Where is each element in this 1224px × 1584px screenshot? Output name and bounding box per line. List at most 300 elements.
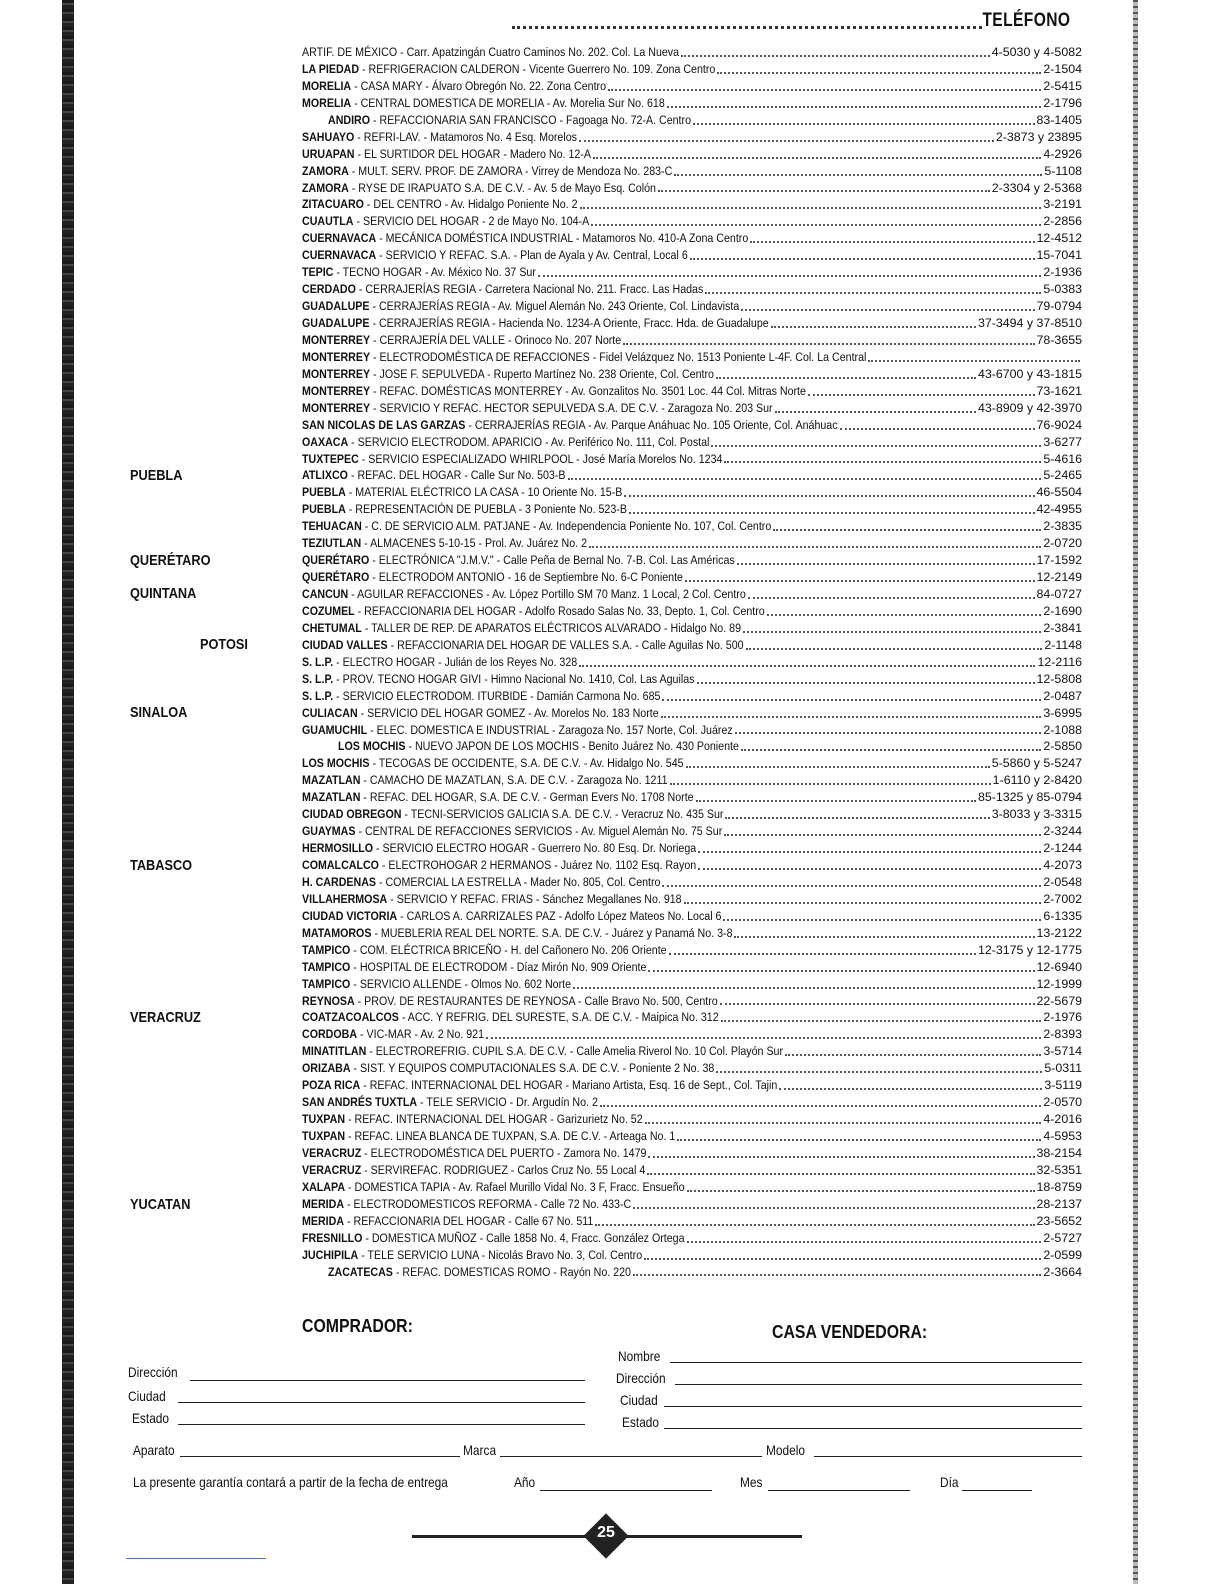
city-name: S. L.P. [302,688,334,703]
dot-leader [705,281,1041,294]
listing-row [302,501,1082,518]
listing-row [302,1162,1082,1179]
phone-number: 2-8393 [1043,1027,1082,1042]
dealer-detail: - C. DE SERVICIO ALM. PATJANE - Av. Independencia Poniente No. 107, Col. Centro [361,519,772,534]
dealer-detail: - TECOGAS DE OCCIDENTE, S.A. DE C.V. - Av. Hidalgo No. 545 [369,756,684,771]
listing-row [302,823,1082,840]
listing-row [302,247,1082,264]
dealer-detail: - TECNO HOGAR - Av. México No. 37 Sur [333,265,536,280]
dot-leader [629,501,1035,514]
dealer-detail: - COM. ELÉCTRICA BRICEÑO - H. del Cañonero No. 206 Oriente [350,942,667,957]
dot-leader [779,1077,1042,1090]
dot-leader [808,383,1035,396]
dia-label: Día [940,1474,959,1490]
dealer-detail: - EL SURTIDOR DEL HOGAR - Madero No. 12-A [354,146,591,161]
listing-text [302,857,696,874]
scan-edge-left [62,0,74,1584]
listing-text [302,146,591,163]
phone-number: 2-0599 [1043,1247,1082,1262]
dealer-detail: - ELECTRÓNICA "J.M.V." - Calle Peña de Bernal No. 7-B. Col. Las Américas [369,553,735,568]
dealer-detail: - ELECTRODOM ANTONIO - 16 de Septiembre No. 6-C Poniente [369,570,683,585]
listing-row [302,383,1082,400]
listing-row [302,857,1082,874]
city-name: REYNOSA [302,993,355,1008]
listing-row [302,163,1082,180]
city-name: CERDADO [302,282,356,297]
dealer-detail: - SERVICIO Y REFAC. HECTOR SEPULVEDA S.A. DE C.V. - Zaragoza No. 203 Sur [370,400,773,415]
comprador-estado-field[interactable] [178,1424,585,1425]
phone-number: 2-1504 [1043,61,1082,76]
city-name: FRESNILLO [302,1230,363,1245]
listing-text [302,874,660,891]
listing-text [302,518,771,535]
listing-row [302,146,1082,163]
dot-leader [579,654,1035,667]
dealer-detail: - ELECTRODOMÉSTICA DE REFACCIONES - Fidel Velázquez No. 1513 Poniente L-4F. Col. La Central [370,349,867,364]
city-name: MONTERREY [302,400,371,415]
city-name: CANCUN [302,587,349,601]
listing-row [302,1230,1082,1247]
listing-row [302,180,1082,197]
dot-leader [662,688,1041,701]
phone-number: 4-2926 [1043,146,1082,161]
dot-leader [696,789,976,802]
city-name: MONTERREY [302,383,371,398]
scan-artifact-line [126,1558,266,1559]
listing-text [302,789,694,806]
dealer-detail: - TELE SERVICIO LUNA - Nicolás Bravo No. 3, Col. Centro [358,1247,643,1262]
listing-row [302,755,1082,772]
comprador-direccion-label: Dirección [128,1364,178,1380]
listing-text [302,264,536,281]
phone-number: 6-1335 [1043,908,1082,923]
listing-row [302,688,1082,705]
comprador-ciudad-field[interactable] [178,1402,585,1403]
dealer-detail: - CAMACHO DE MAZATLAN, S.A. DE C.V. - Zaragoza No. 1211 [360,773,668,788]
listing-text [302,281,703,298]
listing-text [302,434,709,451]
dealer-listing [302,44,1082,1280]
mes-field[interactable] [768,1490,910,1491]
city-name: PUEBLA [302,485,346,500]
listing-row [302,586,1082,603]
dot-leader [716,366,976,379]
phone-number: 12-2116 [1037,654,1082,669]
listing-text [302,349,866,366]
vendedora-estado-field[interactable] [664,1428,1082,1429]
dealer-detail: - MULT. SERV. PROF. DE ZAMORA - Virrey de Mendoza No. 283-C [348,163,673,178]
comprador-ciudad-label: Ciudad [128,1388,166,1404]
listing-row [302,213,1082,230]
phone-number: 3-5119 [1044,1078,1082,1093]
dot-leader [717,61,1041,74]
listing-row [302,417,1082,434]
vendedora-direccion-label: Dirección [616,1370,666,1386]
listing-row [302,112,1082,129]
dot-leader [685,569,1035,582]
dealer-detail: - REFRIGERACION CALDERON - Vicente Guerrero No. 109. Zona Centro [359,61,716,76]
phone-number: 12-2149 [1036,570,1082,585]
phone-number: 3-2191 [1043,197,1082,212]
state-label: VERACRUZ [130,1009,201,1027]
listing-text [302,1128,675,1145]
dealer-detail: - DOMESTICA MUÑOZ - Calle 1858 No. 4, Fracc. González Ortega [362,1230,685,1245]
dot-leader [734,925,1034,938]
dot-leader [840,417,1035,430]
city-name: TUXPAN [302,1112,346,1127]
city-name: LA PIEDAD [302,61,360,76]
city-name: MONTERREY [302,366,371,381]
dealer-detail: - SERVICIO ESPECIALIZADO WHIRLPOOL - José María Morelos No. 1234 [358,451,723,466]
listing-text [302,688,660,705]
phone-number: 83-1405 [1036,112,1082,127]
city-name: JUCHIPILA [302,1247,359,1262]
phone-number: 3-6995 [1043,705,1082,720]
city-name: CUAUTLA [302,214,354,229]
state-label: SINALOA [130,704,188,722]
dealer-detail: - REFAC. LINEA BLANCA DE TUXPAN, S.A. DE C.V. - Arteaga No. 1 [345,1129,676,1143]
city-name: XALAPA [302,1179,346,1194]
dot-leader [735,722,1042,735]
city-name: SAN ANDRÉS TUXTLA [302,1095,418,1110]
phone-number: 22-5679 [1036,993,1082,1008]
dot-leader [608,78,1041,91]
listing-row [302,196,1082,213]
ano-field[interactable] [540,1490,712,1491]
dot-leader [633,1264,1041,1277]
modelo-field[interactable] [814,1456,1082,1457]
listing-text [302,230,748,247]
city-name: HERMOSILLO [302,841,374,856]
city-name: MONTERREY [302,332,371,347]
phone-number: 2-1796 [1043,95,1082,110]
dot-leader [580,196,1042,209]
dot-leader [647,1162,1034,1175]
listing-row [302,1128,1082,1145]
listing-text [302,1230,685,1247]
city-name: VILLAHERMOSA [302,891,388,906]
phone-number: 2-3835 [1043,519,1082,534]
comprador-estado-label: Estado [132,1410,170,1426]
dot-leader [697,671,1035,684]
city-name: MORELIA [302,78,352,93]
phone-number: 15-7041 [1036,248,1082,263]
listing-text [302,1247,642,1264]
comprador-title: COMPRADOR: [302,1316,413,1336]
phone-number: 23-5652 [1036,1213,1082,1228]
city-name: TAMPICO [302,959,351,974]
dealer-detail: - NUEVO JAPON DE LOS MOCHIS - Benito Juárez No. 430 Poniente [405,739,739,754]
listing-text [302,722,733,739]
dot-leader [720,993,1035,1006]
city-name: PUEBLA [302,502,346,517]
phone-number: 12-3175 y 12-1775 [977,942,1082,957]
dealer-detail: - VIC-MAR - Av. 2 No. 921 [357,1027,484,1042]
listing-text [302,535,587,552]
dealer-detail: - ELECTROREFRIG. CUPIL S.A. DE C.V. - Calle Amelia Riverol No. 10 Col. Playón Sur [366,1044,784,1059]
listing-text [328,112,691,129]
comprador-direccion-field[interactable] [190,1380,585,1381]
dot-leader [698,840,1041,853]
dot-leader [648,1145,1034,1158]
listing-row [302,552,1082,569]
city-name: COZUMEL [302,603,355,618]
phone-number: 17-1592 [1036,553,1082,568]
listing-text [302,129,577,146]
phone-number: 5-5860 y 5-5247 [991,756,1082,771]
state-label: TABASCO [130,856,193,874]
aparato-field[interactable] [180,1456,460,1457]
city-name: TAMPICO [302,942,351,957]
phone-number: 5-2465 [1043,468,1082,483]
dealer-detail: - REFAC. INTERNACIONAL DEL HOGAR - Garizurietz No. 52 [345,1112,643,1127]
dealer-detail: - SERVICIO DEL HOGAR GOMEZ - Av. Morelos No. 183 Norte [357,705,659,720]
phone-number: 46-5504 [1036,485,1082,500]
listing-text [302,366,714,383]
listing-text [302,180,656,197]
listing-row [302,230,1082,247]
phone-number: 5-1108 [1044,163,1082,178]
vendedora-title: CASA VENDEDORA: [772,1322,928,1342]
marca-field[interactable] [500,1456,762,1457]
phone-number: 2-3841 [1043,620,1082,635]
listing-text [302,1094,598,1111]
dot-leader [868,349,1080,362]
marca-label: Marca [463,1442,497,1458]
dealer-detail: - REFACCIONARIA DEL HOGAR DE VALLES S.A. - Calle Aguilas No. 500 [387,637,744,652]
dealer-detail: - DOMESTICA TAPIA - Av. Rafael Murillo Vidal No. 3 F, Fracc. Ensueño [345,1179,685,1194]
city-name: CIUDAD OBREGON [302,807,402,822]
dot-leader [690,247,1035,260]
city-name: TEPIC [302,265,334,280]
city-name: TUXTEPEC [302,451,359,466]
phone-number: 2-2856 [1043,214,1082,229]
dealer-detail: - CERRAJERÍAS REGIA - Av. Parque Anáhuac No. 105 Oriente, Col. Anáhuac [465,417,838,432]
listing-text [302,993,718,1010]
phone-number: 2-1936 [1043,265,1082,280]
dot-leader [633,1196,1034,1209]
phone-number: 4-5030 y 4-5082 [991,45,1082,59]
phone-number: 12-1999 [1036,976,1082,991]
city-name: TAMPICO [302,976,351,991]
city-name: MINATITLAN [302,1044,367,1059]
vendedora-nombre-field[interactable] [670,1362,1082,1363]
city-name: VERACRUZ [302,1162,362,1177]
listing-row [302,1026,1082,1043]
city-name: CIUDAD VALLES [302,637,388,652]
phone-number: 2-1148 [1044,637,1082,652]
dot-leader [677,1128,1041,1141]
listing-row [302,891,1082,908]
dot-leader [698,857,1041,870]
dot-leader [589,535,1041,548]
listing-text [302,501,627,518]
listing-text [302,620,741,637]
dealer-detail: - ELECTRO HOGAR - Julián de los Reyes No. 328 [333,654,578,669]
vendedora-direccion-field[interactable] [675,1384,1082,1385]
dealer-detail: - CASA MARY - Álvaro Obregón No. 22. Zona Centro [351,78,607,93]
dealer-detail: - TECNI-SERVICIOS GALICIA S.A. DE C.V. - Veracruz No. 435 Sur [401,807,724,822]
listing-text [302,772,668,789]
listing-row [302,671,1082,688]
listing-row [302,925,1082,942]
city-name: LOS MOCHIS [338,739,406,754]
listing-row [302,1111,1082,1128]
listing-text [302,755,684,772]
dealer-detail: - RYSE DE IRAPUATO S.A. DE C.V. - Av. 5 de Mayo Esq. Colón [348,180,656,195]
listing-text [302,1060,714,1077]
vendedora-ciudad-field[interactable] [664,1406,1082,1407]
modelo-label: Modelo [766,1442,806,1458]
dot-leader [681,44,990,57]
scan-edge-right [1133,0,1138,1584]
dot-leader [573,976,1034,989]
dealer-detail: - MUEBLERIA REAL DEL NORTE. S.A. DE C.V. - Juárez y Panamá No. 3-8 [371,925,733,940]
mes-label: Mes [740,1474,763,1490]
listing-row [302,942,1082,959]
state-label: QUINTANA [130,585,197,603]
phone-number: 2-5415 [1043,78,1082,93]
city-name: MONTERREY [302,349,371,364]
phone-number: 2-0487 [1043,688,1082,703]
listing-row [302,1264,1082,1281]
phone-number: 43-6700 y 43-1815 [977,366,1082,381]
listing-text [302,315,769,332]
city-name: ZITACUARO [302,197,364,212]
dealer-detail: - REFAC. DOMÉSTICAS MONTERREY - Av. Gonzalitos No. 3501 Loc. 44 Col. Mitras Norte [370,383,806,398]
dealer-detail: - SERVICIO ELECTRO HOGAR - Guerrero No. 80 Esq. Dr. Noriega [373,841,697,856]
dealer-detail: - CENTRAL DOMESTICA DE MORELIA - Av. Morelia Sur No. 618 [351,95,665,110]
phone-number: 2-3664 [1043,1264,1082,1279]
dealer-detail: - COMERCIAL LA ESTRELLA - Mader No. 805, Col. Centro [376,874,661,889]
city-name: S. L.P. [302,654,334,669]
dealer-detail: - JOSE F. SEPULVEDA - Ruperto Martínez No. 238 Oriente, Col. Centro [370,366,714,381]
listing-text [302,213,589,230]
phone-number: 42-4955 [1036,502,1082,517]
dot-leader [748,586,1035,599]
dealer-detail: - ELECTROHOGAR 2 HERMANOS - Juárez No. 1102 Esq. Rayon [378,858,697,872]
dot-leader [595,1213,1034,1226]
city-name: ATLIXCO [302,468,348,483]
city-name: COMALCALCO [302,858,379,872]
dealer-detail: - SERVICIO Y REFAC. FRIAS - Sánchez Megallanes No. 918 [387,891,682,906]
phone-number: 18-8759 [1036,1179,1082,1194]
phone-number: 13-2122 [1036,925,1082,940]
page-number: 25 [597,1524,615,1541]
dealer-detail: - SERVICIO DEL HOGAR - 2 de Mayo No. 104-A [353,214,590,229]
dot-leader [648,959,1034,972]
state-label: POTOSI [200,636,248,654]
dealer-detail: - SERVICIO ELECTRODOM. ITURBIDE - Damián Carmona No. 685 [333,688,661,703]
phone-number: 2-1976 [1043,1010,1082,1025]
listing-text [302,1179,685,1196]
dot-leader [687,1179,1035,1192]
city-name: TEHUACAN [302,519,362,534]
phone-number: 84-0727 [1036,587,1082,601]
phone-number: 4-5953 [1043,1129,1082,1143]
dot-leader [674,163,1042,176]
listing-text [302,976,571,993]
dia-field[interactable] [962,1490,1032,1491]
listing-row [302,1094,1082,1111]
listing-row [302,1145,1082,1162]
vendedora-nombre-label: Nombre [618,1348,661,1364]
dot-leader [644,1247,1041,1260]
listing-row [302,603,1082,620]
dealer-detail: - ELEC. DOMESTICA E INDUSTRIAL - Zaragoza No. 157 Norte, Col. Juárez [367,722,733,737]
phone-number: 2-1088 [1043,722,1082,737]
city-name: TUXPAN [302,1129,346,1143]
header-dot-leader [512,14,982,29]
vendedora-ciudad-label: Ciudad [620,1392,658,1408]
listing-text [302,603,765,620]
city-name: MERIDA [302,1196,345,1211]
city-name: VERACRUZ [302,1145,362,1160]
dot-leader [711,434,1041,447]
dealer-detail: - CERRAJERÍAS REGIA - Av. Miguel Alemán No. 243 Oriente, Col. Lindavista [369,299,740,314]
listing-text [302,467,566,484]
dealer-detail: - REFAC. INTERNACIONAL DEL HOGAR - Mariano Artista, Esq. 16 de Sept., Col. Tajin [360,1078,778,1093]
listing-row [302,1179,1082,1196]
phone-number: 4-2073 [1043,858,1082,872]
dot-leader [661,705,1042,718]
dot-leader [645,1111,1042,1124]
listing-row [302,95,1082,112]
listing-row [302,518,1082,535]
dealer-detail: - CENTRAL DE REFACCIONES SERVICIOS - Av. Miguel Alemán No. 75 Sur [355,824,723,839]
phone-number: 12-4512 [1036,231,1082,246]
phone-number: 85-1325 y 85-0794 [977,790,1082,805]
phone-number: 73-1621 [1036,383,1082,398]
garantia-text: La presente garantía contará a partir de la fecha de entrega [133,1474,448,1490]
dot-leader [775,400,976,413]
listing-text [302,332,621,349]
listing-text [302,806,723,823]
listing-text [302,1145,646,1162]
listing-text [302,298,739,315]
listing-text [302,908,721,925]
phone-number: 5-0311 [1044,1061,1082,1076]
listing-row [302,298,1082,315]
phone-number: 2-0570 [1043,1095,1082,1110]
listing-row [302,654,1082,671]
listing-row [302,1043,1082,1060]
phone-number: 2-1690 [1043,603,1082,618]
city-name: SAHUAYO [302,129,355,144]
telefono-header: TELÉFONO [981,10,1070,31]
dealer-detail: - PROV. DE RESTAURANTES DE REYNOSA - Calle Bravo No. 500, Centro [354,993,718,1008]
phone-number: 2-0548 [1043,874,1082,889]
dealer-detail: - CARLOS A. CARRIZALES PAZ - Adolfo López Mateos No. Local 6 [397,908,722,923]
dot-leader [687,1230,1042,1243]
listing-row [302,569,1082,586]
city-name: POZA RICA [302,1078,361,1093]
city-name: LOS MOCHIS [302,756,370,771]
phone-number: 3-6277 [1043,434,1082,449]
listing-row [302,620,1082,637]
listing-text [302,891,682,908]
listing-row [302,806,1082,823]
listing-text [302,840,696,857]
city-name: MERIDA [302,1213,345,1228]
phone-number: 79-0794 [1036,299,1082,314]
dot-leader [773,518,1041,531]
dot-leader [724,823,1041,836]
phone-number: 1-6110 y 2-8420 [992,773,1082,788]
listing-text [302,451,722,468]
listing-text [302,163,672,180]
dealer-detail: - ELECTRODOMÉSTICA DEL PUERTO - Zamora No. 1479 [361,1145,647,1160]
